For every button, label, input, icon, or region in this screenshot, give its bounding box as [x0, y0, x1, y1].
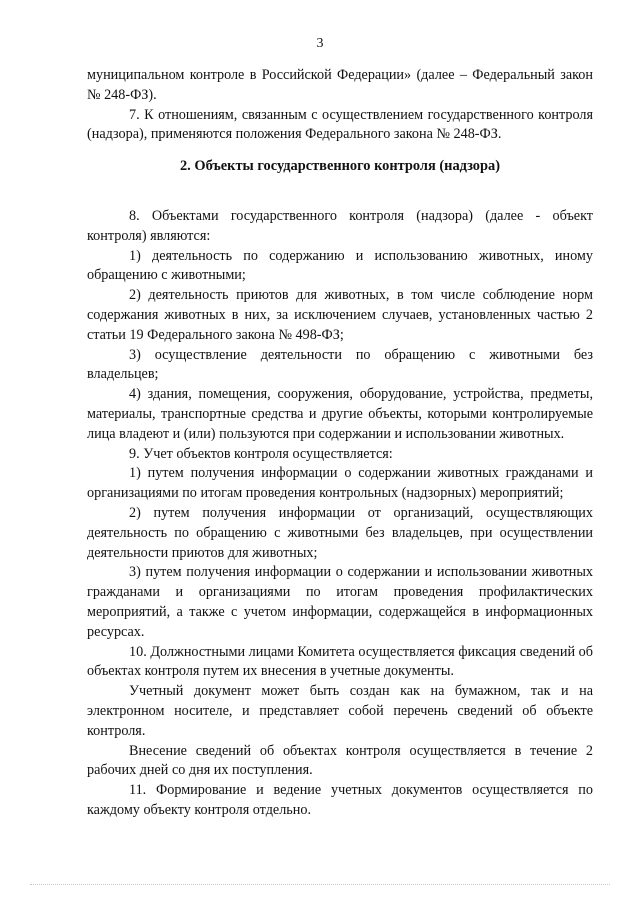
- scan-artifact-line: [30, 884, 610, 886]
- paragraph-8-item-1: 1) деятельность по содержанию и использованию животных, иному обращению с животными;: [87, 247, 593, 284]
- paragraph-9-item-1: 1) путем получения информации о содержании животных гражданами и организациями по итогам проведения контрольных (надзорных) мероприятий;: [87, 465, 593, 502]
- section-heading: 2. Объекты государственного контроля (надзора): [179, 158, 500, 175]
- document-body: [87, 66, 593, 821]
- paragraph-10-detail-2: Внесение сведений об объектах контроля осуществляется в течение 2 рабочих дней со дня их поступления.: [87, 742, 593, 779]
- paragraph-9-item-3: 3) путем получения информации о содержании и использовании животных гражданами и организациями по итогам проведения профилактических мероприятий, а также с учетом информации, содержащейся в информационных ресурсах.: [87, 564, 593, 640]
- page-number: 3: [316, 36, 324, 51]
- paragraph-8: 8. Объектами государственного контроля (надзора) (далее - объект контроля) являются:: [87, 207, 593, 244]
- paragraph-9: 9. Учет объектов контроля осуществляется:: [129, 445, 393, 462]
- paragraph-7: 7. К отношениям, связанным с осуществлением государственного контроля (надзора), применяются положения Федерального закона № 248-ФЗ.: [87, 106, 593, 143]
- paragraph-11: 11. Формирование и ведение учетных документов осуществляется по каждому объекту контроля отдельно.: [87, 782, 593, 818]
- paragraph-continuation: муниципальном контроле в Российской Федерации» (далее – Федеральный закон № 248-ФЗ).: [87, 67, 593, 103]
- paragraph-10: 10. Должностными лицами Комитета осуществляется фиксация сведений об объектах контроля путем их внесения в учетные документы.: [87, 643, 593, 680]
- paragraph-9-item-2: 2) путем получения информации от организаций, осуществляющих деятельность по обращению с животными без владельцев, при осуществлении деятельности приютов для животных;: [87, 504, 593, 561]
- paragraph-10-detail-1: Учетный документ может быть создан как на бумажном, так и на электронном носителе, и представляет собой перечень сведений об объекте контроля.: [87, 683, 593, 739]
- paragraph-8-item-3: 3) осуществление деятельности по обращению с животными без владельцев;: [87, 346, 593, 383]
- paragraph-8-item-4: 4) здания, помещения, сооружения, оборудование, устройства, предметы, материалы, транспортные средства и другие объекты, которыми контролируемые лица владеют и (или) пользуются при содержании и использовании животных.: [87, 386, 593, 442]
- paragraph-8-item-2: 2) деятельность приютов для животных, в том числе соблюдение норм содержания животных в них, за исключением случаев, установленных частью 2 статьи 19 Федерального закона № 498-ФЗ;: [87, 287, 593, 343]
